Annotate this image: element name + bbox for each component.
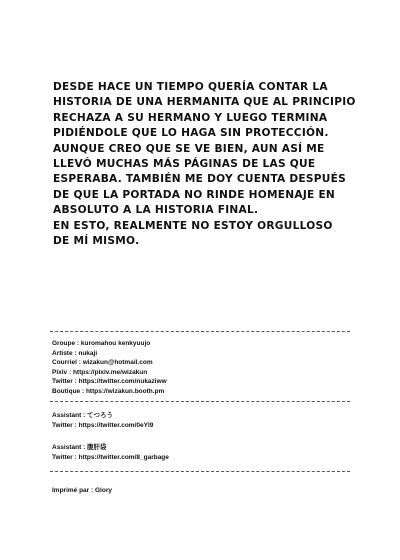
divider-top xyxy=(50,331,350,332)
afterword-message xyxy=(53,80,363,249)
assistant-twitter: Twitter : https://twitter.com/0eYl9 xyxy=(52,421,154,429)
credit-twitter: Twitter : https://twitter.com/nukaziww xyxy=(52,378,167,386)
message-line: RECHAZA A SU HERMANO Y LUEGO TERMINA xyxy=(53,111,328,124)
credits-block xyxy=(52,339,167,397)
assistant-block-2 xyxy=(52,443,169,462)
message-line: DESDE HACE UN TIEMPO QUERÍA CONTAR LA xyxy=(53,81,328,93)
message-line: EN ESTO, REALMENTE NO ESTOY ORGULLOSO xyxy=(53,219,333,232)
assistant-block-1 xyxy=(52,411,153,430)
credit-courriel: Courriel : wizakun@hotmail.com xyxy=(52,359,153,367)
credit-boutique: Boutique : https://wizakun.booth.pm xyxy=(52,387,165,395)
credit-groupe: Groupe : kuromahou kenkyuujo xyxy=(52,340,151,347)
message-line: ESPERABA. TAMBIÉN ME DOY CUENTA DESPUÉS xyxy=(53,173,347,186)
message-line: DE QUE LA PORTADA NO RINDE HOMENAJE EN xyxy=(53,188,336,201)
assistant-name: Assistant : てつろう xyxy=(52,412,114,419)
message-line: PIDIÉNDOLE QUE LO HAGA SIN PROTECCIÓN. xyxy=(53,127,329,140)
message-line: LLEVÓ MUCHAS MÁS PÁGINAS DE LAS QUE xyxy=(53,158,316,171)
assistant-name: Assistant : 腹肝袋 xyxy=(52,444,107,451)
message-line: ABSOLUTO A LA HISTORIA FINAL. xyxy=(53,204,259,217)
credit-pixiv: Pixiv : https://pixiv.me/wizakun xyxy=(52,368,148,376)
printer-line: Imprimé par : Glory xyxy=(52,487,112,494)
assistant-twitter: Twitter : https://twitter.com/8_garbage xyxy=(52,453,169,461)
divider-middle xyxy=(50,401,350,402)
message-line: HISTORIA DE UNA HERMANITA QUE AL PRINCIPIO xyxy=(53,96,356,109)
printer-credit xyxy=(52,486,112,496)
message-line: DE MÍ MISMO. xyxy=(53,235,140,248)
credit-artiste: Artiste : nukaji xyxy=(52,349,98,357)
message-line: AUNQUE CREO QUE SE VE BIEN, AUN ASÍ ME xyxy=(53,142,325,155)
divider-bottom xyxy=(50,471,350,472)
